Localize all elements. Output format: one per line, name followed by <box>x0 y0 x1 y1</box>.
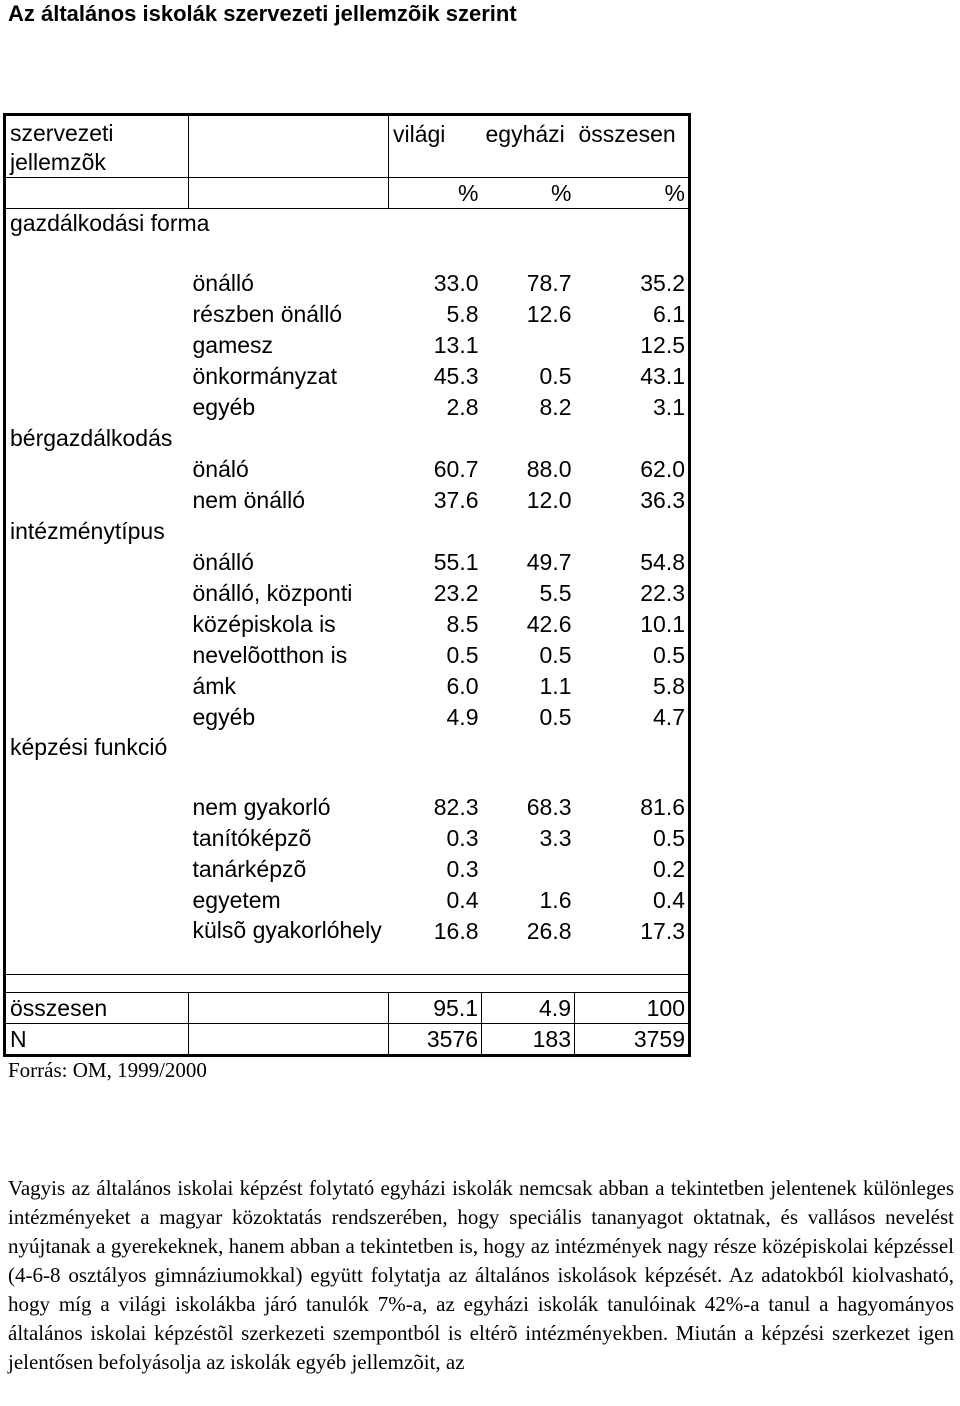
row-indent <box>5 392 189 423</box>
footer-total: 3759 <box>575 1024 690 1056</box>
spacer-a <box>5 975 389 993</box>
row-world: 37.6 <box>433 486 479 513</box>
row-label: tanítóképzõ <box>192 824 312 851</box>
row-total: 17.3 <box>575 916 690 975</box>
row-church: 78.7 <box>526 269 572 296</box>
row-label: középiskola is <box>192 610 336 637</box>
row-total: 5.8 <box>575 671 690 702</box>
group-row <box>5 733 690 792</box>
header-world: világi <box>389 115 482 178</box>
row-church: 0.5 <box>539 362 572 389</box>
group-blank-total <box>575 423 690 454</box>
row-church: 5.5 <box>539 579 572 606</box>
row-world: 4.9 <box>446 703 479 730</box>
row-church: 1.6 <box>539 886 572 913</box>
footer-world: 95.1 <box>389 993 482 1024</box>
row-indent <box>5 268 189 299</box>
footer-blank <box>189 1024 389 1056</box>
table-row <box>5 609 690 640</box>
table-row <box>5 485 690 516</box>
row-indent <box>5 361 189 392</box>
row-world: 0.5 <box>446 641 479 668</box>
row-world: 55.1 <box>433 548 479 575</box>
row-indent <box>5 854 189 885</box>
source-note: Forrás: OM, 1999/2000 <box>8 1058 207 1082</box>
row-church: 3.3 <box>539 824 572 851</box>
table-row <box>5 885 690 916</box>
footer-church: 183 <box>482 1024 575 1056</box>
footer-church: 4.9 <box>482 993 575 1024</box>
row-church: 88.0 <box>526 455 572 482</box>
row-world: 6.0 <box>446 672 479 699</box>
row-world: 2.8 <box>446 393 479 420</box>
row-label: egyéb <box>192 393 256 420</box>
row-total: 81.6 <box>575 792 690 823</box>
header-label: szervezeti jellemzõk <box>5 115 189 178</box>
row-world: 45.3 <box>433 362 479 389</box>
row-world: 0.3 <box>446 824 479 851</box>
row-total: 22.3 <box>575 578 690 609</box>
row-total: 0.5 <box>575 640 690 671</box>
row-indent <box>5 885 189 916</box>
table-row <box>5 330 690 361</box>
row-indent <box>5 547 189 578</box>
row-total: 4.7 <box>575 702 690 733</box>
spacer-d <box>575 975 690 993</box>
table-row <box>5 640 690 671</box>
group-blank-world <box>389 209 482 268</box>
table-row <box>5 792 690 823</box>
table-row <box>5 392 690 423</box>
table-row <box>5 547 690 578</box>
group-row <box>5 516 690 547</box>
row-indent <box>5 916 189 975</box>
row-label: egyéb <box>192 703 256 730</box>
row-label: önálló <box>192 269 254 296</box>
unit-blank <box>189 178 389 209</box>
table-row <box>5 854 690 885</box>
row-church: 68.3 <box>526 793 572 820</box>
spacer-row <box>5 975 690 993</box>
group-blank-world <box>389 423 482 454</box>
table-row <box>5 702 690 733</box>
row-label: egyetem <box>192 886 281 913</box>
row-label: önálló <box>192 548 254 575</box>
footer-row <box>5 993 690 1024</box>
header-row <box>5 115 690 178</box>
group-blank-total <box>575 209 690 268</box>
row-indent <box>5 640 189 671</box>
row-label: ámk <box>192 672 236 699</box>
statistics-table <box>3 113 691 1057</box>
unit-church: % <box>482 178 575 209</box>
body-paragraph: Vagyis az általános iskolai képzést folytató egyházi iskolák nemcsak abban a tekintetben jelentenek különleges intézményeket a magyar közoktatás rendszerében, hogy speciális tananyagot oktatnak, és vallásos nevelést nyújtanak a gyerekeknek, hanem abban a tekintetben is, hogy az intézmények nagy része középiskolai képzéssel (4-6-8 osztályos gimnáziumokkal) együtt folytatja az általános iskolások képzését. Az adatokból kiolvasható, hogy míg a világi iskolákba járó tanulók 7%-a, az egyházi iskolák tanulóinak 42%-a tanul a hagyományos általános iskolai képzéstõl szerkezeti szempontból is eltérõ intézményekben. Miután a képzési szerkezet igen jelentősen befolyásolja az iskolák egyéb jellemzõit, az <box>8 1176 954 1374</box>
table-row <box>5 299 690 330</box>
row-indent <box>5 578 189 609</box>
row-church: 12.6 <box>526 300 572 327</box>
group-blank-total <box>575 733 690 792</box>
row-world: 0.4 <box>446 886 479 913</box>
group-blank-church <box>482 733 575 792</box>
group-blank-total <box>575 516 690 547</box>
unit-row <box>5 178 690 209</box>
unit-label-blank <box>5 178 189 209</box>
row-church: 0.5 <box>539 703 572 730</box>
row-total: 54.8 <box>575 547 690 578</box>
row-world: 8.5 <box>446 610 479 637</box>
table-row <box>5 361 690 392</box>
row-label: nem önálló <box>192 486 306 513</box>
row-indent <box>5 823 189 854</box>
row-total: 10.1 <box>575 609 690 640</box>
spacer-b <box>389 975 482 993</box>
row-total: 0.2 <box>575 854 690 885</box>
row-indent <box>5 702 189 733</box>
table-row <box>5 578 690 609</box>
row-church: 12.0 <box>526 486 572 513</box>
row-total: 36.3 <box>575 485 690 516</box>
group-label: gazdálkodási forma <box>5 209 389 268</box>
row-label: nevelõotthon is <box>192 641 348 668</box>
row-world: 60.7 <box>433 455 479 482</box>
row-indent <box>5 485 189 516</box>
row-indent <box>5 792 189 823</box>
row-indent <box>5 299 189 330</box>
table-row <box>5 268 690 299</box>
header-total: összesen <box>575 115 690 178</box>
row-church: 0.5 <box>539 641 572 668</box>
group-blank-church <box>482 209 575 268</box>
group-label: képzési funkció <box>5 733 389 792</box>
group-blank-church <box>482 516 575 547</box>
group-blank-world <box>389 733 482 792</box>
row-total: 12.5 <box>575 330 690 361</box>
table-row <box>5 454 690 485</box>
unit-total: % <box>575 178 690 209</box>
row-total: 3.1 <box>575 392 690 423</box>
row-indent <box>5 609 189 640</box>
row-world: 33.0 <box>433 269 479 296</box>
row-total: 62.0 <box>575 454 690 485</box>
row-total: 0.4 <box>575 885 690 916</box>
header-church: egyházi <box>482 115 575 178</box>
group-label: bérgazdálkodás <box>5 423 389 454</box>
spacer-c <box>482 975 575 993</box>
row-total: 6.1 <box>575 299 690 330</box>
row-indent <box>5 454 189 485</box>
footer-total: 100 <box>575 993 690 1024</box>
row-indent <box>5 330 189 361</box>
group-row <box>5 423 690 454</box>
unit-world: % <box>389 178 482 209</box>
row-label: tanárképzõ <box>192 855 307 882</box>
row-label: gamesz <box>192 331 274 358</box>
row-world: 16.8 <box>389 916 482 975</box>
row-church: 8.2 <box>539 393 572 420</box>
row-world: 23.2 <box>433 579 479 606</box>
row-label: részben önálló <box>192 300 343 327</box>
table-row <box>5 823 690 854</box>
footer-row <box>5 1024 690 1056</box>
footer-blank <box>189 993 389 1024</box>
footer-label: összesen <box>5 993 189 1024</box>
row-church: 26.8 <box>482 916 575 975</box>
footer-world: 3576 <box>389 1024 482 1056</box>
row-label: külsõ gyakorlóhely <box>189 916 389 975</box>
group-blank-world <box>389 516 482 547</box>
row-church: 1.1 <box>539 672 572 699</box>
row-church: 49.7 <box>526 548 572 575</box>
table-row <box>5 916 690 975</box>
page-title: Az általános iskolák szervezeti jellemzõik szerint <box>8 1 517 26</box>
row-total: 0.5 <box>575 823 690 854</box>
row-total: 35.2 <box>575 268 690 299</box>
row-label: nem gyakorló <box>192 793 331 820</box>
row-indent <box>5 671 189 702</box>
group-blank-church <box>482 423 575 454</box>
row-label: önálló, központi <box>192 579 353 606</box>
group-row <box>5 209 690 268</box>
row-world: 13.1 <box>433 331 479 358</box>
row-world: 5.8 <box>446 300 479 327</box>
row-world: 82.3 <box>433 793 479 820</box>
row-church: 42.6 <box>526 610 572 637</box>
table-row <box>5 671 690 702</box>
row-church <box>482 330 575 361</box>
row-label: önáló <box>192 455 249 482</box>
row-total: 43.1 <box>575 361 690 392</box>
row-church <box>482 854 575 885</box>
group-label: intézménytípus <box>5 516 389 547</box>
row-label: önkormányzat <box>192 362 337 389</box>
row-world: 0.3 <box>446 855 479 882</box>
header-blank <box>189 115 389 178</box>
footer-label: N <box>5 1024 189 1056</box>
